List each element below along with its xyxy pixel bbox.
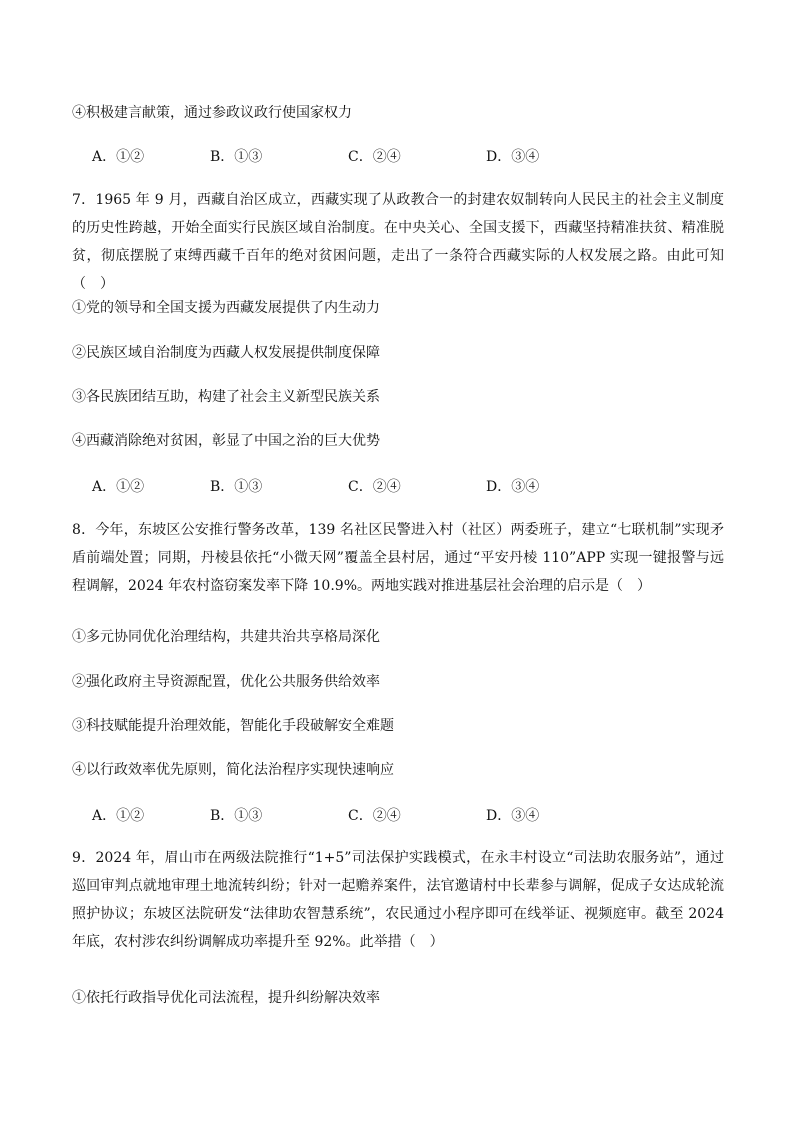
q8-statement-1: ①多元协同优化治理结构，共建共治共享格局深化 (72, 629, 380, 645)
option-a: A．①② (92, 149, 145, 165)
q8-option-d: D．③④ (486, 808, 540, 824)
q8-statement-4: ④以行政效率优先原则，简化法治程序实现快速响应 (72, 762, 394, 778)
q8-statement-2: ②强化政府主导资源配置，优化公共服务供给效率 (72, 674, 380, 690)
q7-statement-2: ②民族区域自治制度为西藏人权发展提供制度保障 (72, 345, 380, 361)
option-c: C．②④ (348, 149, 401, 165)
q8-option-b: B．①③ (210, 808, 263, 824)
option-b: B．①③ (210, 149, 263, 165)
q7-statement-1: ①党的领导和全国支援为西藏发展提供了内生动力 (72, 300, 380, 316)
q7-option-a: A．①② (92, 479, 145, 495)
q7-statement-4: ④西藏消除绝对贫困，彰显了中国之治的巨大优势 (72, 433, 380, 449)
question-7-stem: 7．1965 年 9 月，西藏自治区成立，西藏实现了从政教合一的封建农奴制转向人民民主的社会主义制度的历史性跨越，开始全面实行民族区域自治制度。在中央关心、全国支援下，西藏坚持精准扶贫、精准脱贫，彻底摆脱了束缚西藏千百年的绝对贫困问题，走出了一条符合西藏实际的人权发展之路。由此可知（ ） (72, 192, 724, 292)
q7-option-b: B．①③ (210, 479, 263, 495)
option-d: D．③④ (486, 149, 540, 165)
q9-statement-1: ①依托行政指导优化司法流程，提升纠纷解决效率 (72, 990, 380, 1006)
q7-statement-3: ③各民族团结互助，构建了社会主义新型民族关系 (72, 389, 380, 405)
q7-option-d: D．③④ (486, 479, 540, 495)
q8-statement-3: ③科技赋能提升治理效能，智能化手段破解安全难题 (72, 718, 394, 734)
question-9-stem: 9．2024 年，眉山市在两级法院推行“1+5”司法保护实践模式，在永丰村设立“司法助农服务站”，通过巡回审判点就地审理土地流转纠纷；针对一起赡养案件，法官邀请村中长辈参与调解，促成子女达成轮流照护协议；东坡区法院研发“法律助农智慧系统”，农民通过小程序即可在线举证、视频庭审。截至 2024 年底，农村涉农纠纷调解成功率提升至 92%。此举措（ ） (72, 850, 724, 950)
question-8-stem: 8．今年，东坡区公安推行警务改革，139 名社区民警进入村（社区）两委班子，建立“七联机制”实现矛盾前端处置；同期，丹棱县依托“小微天网”覆盖全县村居，通过“平安丹棱 110”APP 实现一键报警与远程调解，2024 年农村盗窃案发率下降 10.9%。两地实践对推进基层社会治理的启示是（ ） (72, 522, 724, 594)
statement-4: ④积极建言献策，通过参政议政行使国家权力 (72, 105, 352, 121)
q8-option-a: A．①② (92, 808, 145, 824)
q8-option-c: C．②④ (348, 808, 401, 824)
q7-option-c: C．②④ (348, 479, 401, 495)
